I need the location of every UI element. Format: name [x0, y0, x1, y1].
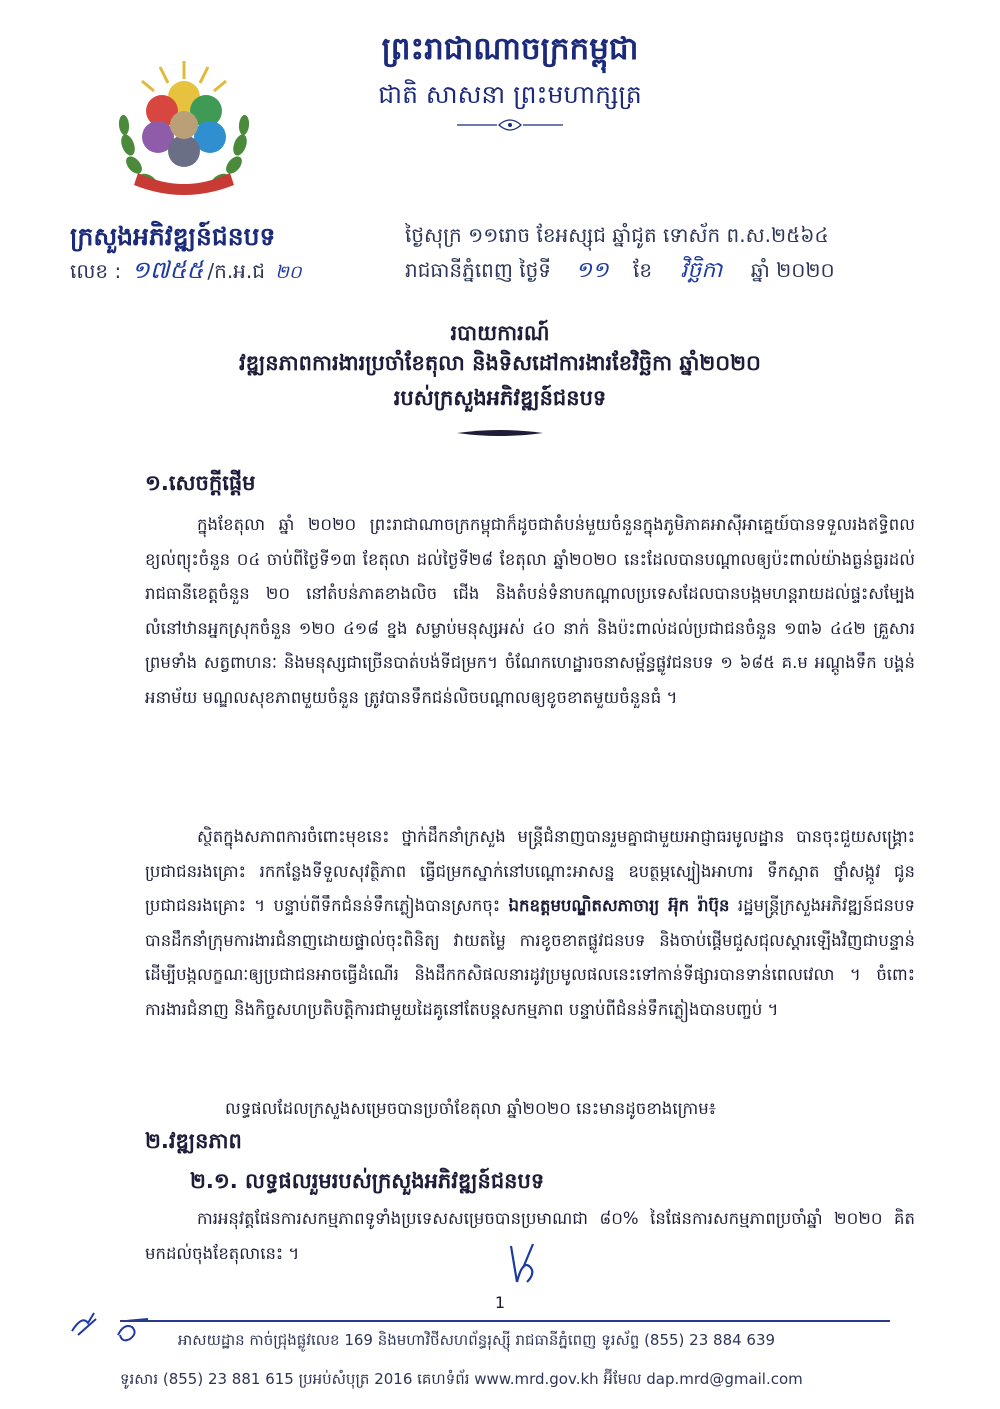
- reference-suffix: /ក.អ.ជ: [207, 259, 265, 283]
- report-title: របាយការណ៍: [450, 321, 550, 345]
- report-subtitle-ministry: របស់ក្រសួងអភិវឌ្ឍន៍ជនបទ: [393, 386, 607, 410]
- reference-number: [70, 255, 306, 290]
- title-divider-icon: [455, 428, 545, 438]
- footer-contact: ទូរសារ (855) 23 881 615 ប្រអប់សំបុត្រ 2016 គេហទំព័រ www.mrd.gov.kh អ៊ីមែល dap.mrd@gmail.com: [120, 1370, 803, 1388]
- national-motto: ជាតិ សាសនា ព្រះមហាក្សត្រ: [378, 80, 642, 109]
- ornament-divider-icon: [455, 117, 565, 133]
- section-1-heading: ១.សេចក្ដីផ្ដើម: [145, 471, 256, 495]
- page-number: 1: [494, 1293, 506, 1312]
- handwritten-footer-initials: [68, 1305, 158, 1345]
- section-2-heading: ២.វឌ្ឍនភាព: [145, 1129, 242, 1153]
- ministry-name: ក្រសួងអភិវឌ្ឍន៍ជនបទ: [70, 222, 276, 251]
- footer-address: អាសយដ្ឋាន កាច់ជ្រុងផ្លូវលេខ 169 និងមហាវិថីសហព័ន្ធរុស្ស៊ី រាជធានីភ្នំពេញ ទូរស័ព្ទ (855) 23 884 639: [178, 1331, 776, 1349]
- section-1-paragraph-1: [145, 508, 915, 715]
- handwritten-initial-mark: [505, 1238, 545, 1288]
- section-1-paragraph-2-text-b: រដ្ឋមន្ត្រីក្រសួងអភិវឌ្ឍន៍ជនបទ បានដឹកនាំក្រុមការងារជំនាញដោយផ្ទាល់ចុះពិនិត្យ វាយតម្លៃ ការខូចខាតផ្លូវជនបទ និងចាប់ផ្ដើមជួសជុលស្តារឡើងវិញជាបន្ទាន់ដើម្បីបង្កលក្ខណៈឲ្យប្រជាជនអាចធ្វើដំណើរ និងដឹកកសិផលនារដូវប្រមូលផលនេះទៅកាន់ទីផ្សារបានទាន់ពេលវេលា ។ ចំពោះការងារជំនាញ និងកិច្ចសហប្រតិបត្តិការជាមួយដៃគូនៅតែបន្តសកម្មភាព បន្ទាប់ពីជំនន់ទឹកភ្លៀងបានបញ្ចប់ ។: [145, 896, 915, 1019]
- city-prefix: រាជធានីភ្នំពេញ ថ្ងៃទី: [405, 258, 552, 282]
- section-2-1-heading: ២.១. លទ្ធផលរួមរបស់ក្រសួងអភិវឌ្ឍន៍ជនបទ: [190, 1169, 545, 1193]
- year-label: ឆ្នាំ ២០២០: [750, 258, 835, 282]
- place-and-date: [405, 256, 835, 288]
- reference-number-handwritten: ១៧៥៥: [131, 256, 204, 284]
- section-1-paragraph-2-text-a: ស្ថិតក្នុងសភាពការចំពោះមុខនេះ ថ្នាក់ដឹកនាំក្រសួង មន្ត្រីជំនាញបានរួមគ្នាជាមួយអាជ្ញាធរមូលដ្ឋាន បានចុះជួយសង្គ្រោះប្រជាជនរងគ្រោះ រកកន្លែងទីទួលសុវត្ថិភាព ធ្វើជម្រកស្នាក់នៅបណ្ដោះអាសន្ន ឧបត្ថម្ភស្បៀងអាហារ ទឹកស្អាត ថ្នាំសង្កូវ ជូនប្រជាជនរងគ្រោះ ។ បន្ទាប់ពីទឹកជំនន់ទឹកភ្លៀងបានស្រកចុះ: [145, 827, 915, 915]
- footer-divider: [120, 1320, 890, 1322]
- day-handwritten: ១១: [575, 258, 609, 283]
- lunar-date: ថ្ងៃសុក្រ ១១រោច ខែអស្សុជ ឆ្នាំជូត ទោស័ក ព.ស.២៥៦៤: [405, 223, 829, 247]
- reference-label: លេខ :: [70, 259, 122, 283]
- report-subtitle: វឌ្ឍនភាពការងារប្រចាំខែតុលា និងទិសដៅការងារខែវិច្ឆិកា ឆ្នាំ២០២០: [239, 351, 761, 375]
- reference-year-handwritten: ២០: [275, 262, 302, 283]
- month-label: ខែ: [633, 258, 653, 282]
- section-2-1-paragraph-text: ការអនុវត្តផែនការសកម្មភាពទូទាំងប្រទេសសម្រេចបានប្រមាណជា ៨០% នៃផែនការសកម្មភាពប្រចាំឆ្នាំ ២០២០ គិតមកដល់ចុងខែតុលានេះ ។: [145, 1209, 915, 1263]
- minister-name: ឯកឧត្តមបណ្ឌិតសភាចារ្យ អ៊ុក រ៉ាប៊ុន: [508, 896, 730, 915]
- kingdom-heading: ព្រះរាជាណាចក្រកម្ពុជា: [381, 31, 639, 67]
- section-1-paragraph-3: [145, 1092, 915, 1127]
- section-1-paragraph-1-text: ក្នុងខែតុលា ឆ្នាំ ២០២០ ព្រះរាជាណាចក្រកម្ពុជាក៏ដូចជាតំបន់មួយចំនួនក្នុងភូមិភាគអាស៊ីអាគ្នេយ៍បានទទួលរងឥទ្ធិពលខ្យល់ព្យុះចំនួន ០៤ ចាប់ពីថ្ងៃទី១៣ ខែតុលា ដល់ថ្ងៃទី២៨ ខែតុលា ឆ្នាំ២០២០ នេះដែលបានបណ្ដាលឲ្យប៉ះពាល់យ៉ាងធ្ងន់ធ្ងរដល់រាជធានីខេត្តចំនួន ២០ នៅតំបន់ភាគខាងលិច ជើង និងតំបន់ទំនាបកណ្ដាលប្រទេសដែលបានបង្កមហន្តរាយដល់ផ្ទះសម្បែងលំនៅឋានអ្នកស្រុកចំនួន ១២០ ៤១៨ ខ្នង សម្លាប់មនុស្សអស់ ៤០ នាក់ និងប៉ះពាល់ដល់ប្រជាជនចំនួន ១៣៦ ៤៤២ គ្រួសារ ព្រមទាំង សត្វពាហនៈ និងមនុស្សជាច្រើនបាត់បង់ទីជម្រក។ ចំណែកហេដ្ឋារចនាសម្ព័ន្ធផ្លូវជនបទ ១ ៦៨៥ គ.ម អណ្ដូងទឹក បង្គន់អនាម័យ មណ្ឌលសុខភាពមួយចំនួន ត្រូវបានទឹកជន់លិចបណ្ដាលឲ្យខូចខាតមួយចំនួនធំ ។: [145, 515, 915, 707]
- month-handwritten: វិច្ឆិកា: [680, 258, 723, 283]
- section-1-paragraph-2: [145, 820, 915, 1027]
- section-1-paragraph-3-text: លទ្ធផលដែលក្រសួងសម្រេចបានប្រចាំខែតុលា ឆ្នាំ២០២០ នេះមានដូចខាងក្រោម៖: [225, 1099, 716, 1118]
- ministry-emblem-logo: [110, 55, 258, 205]
